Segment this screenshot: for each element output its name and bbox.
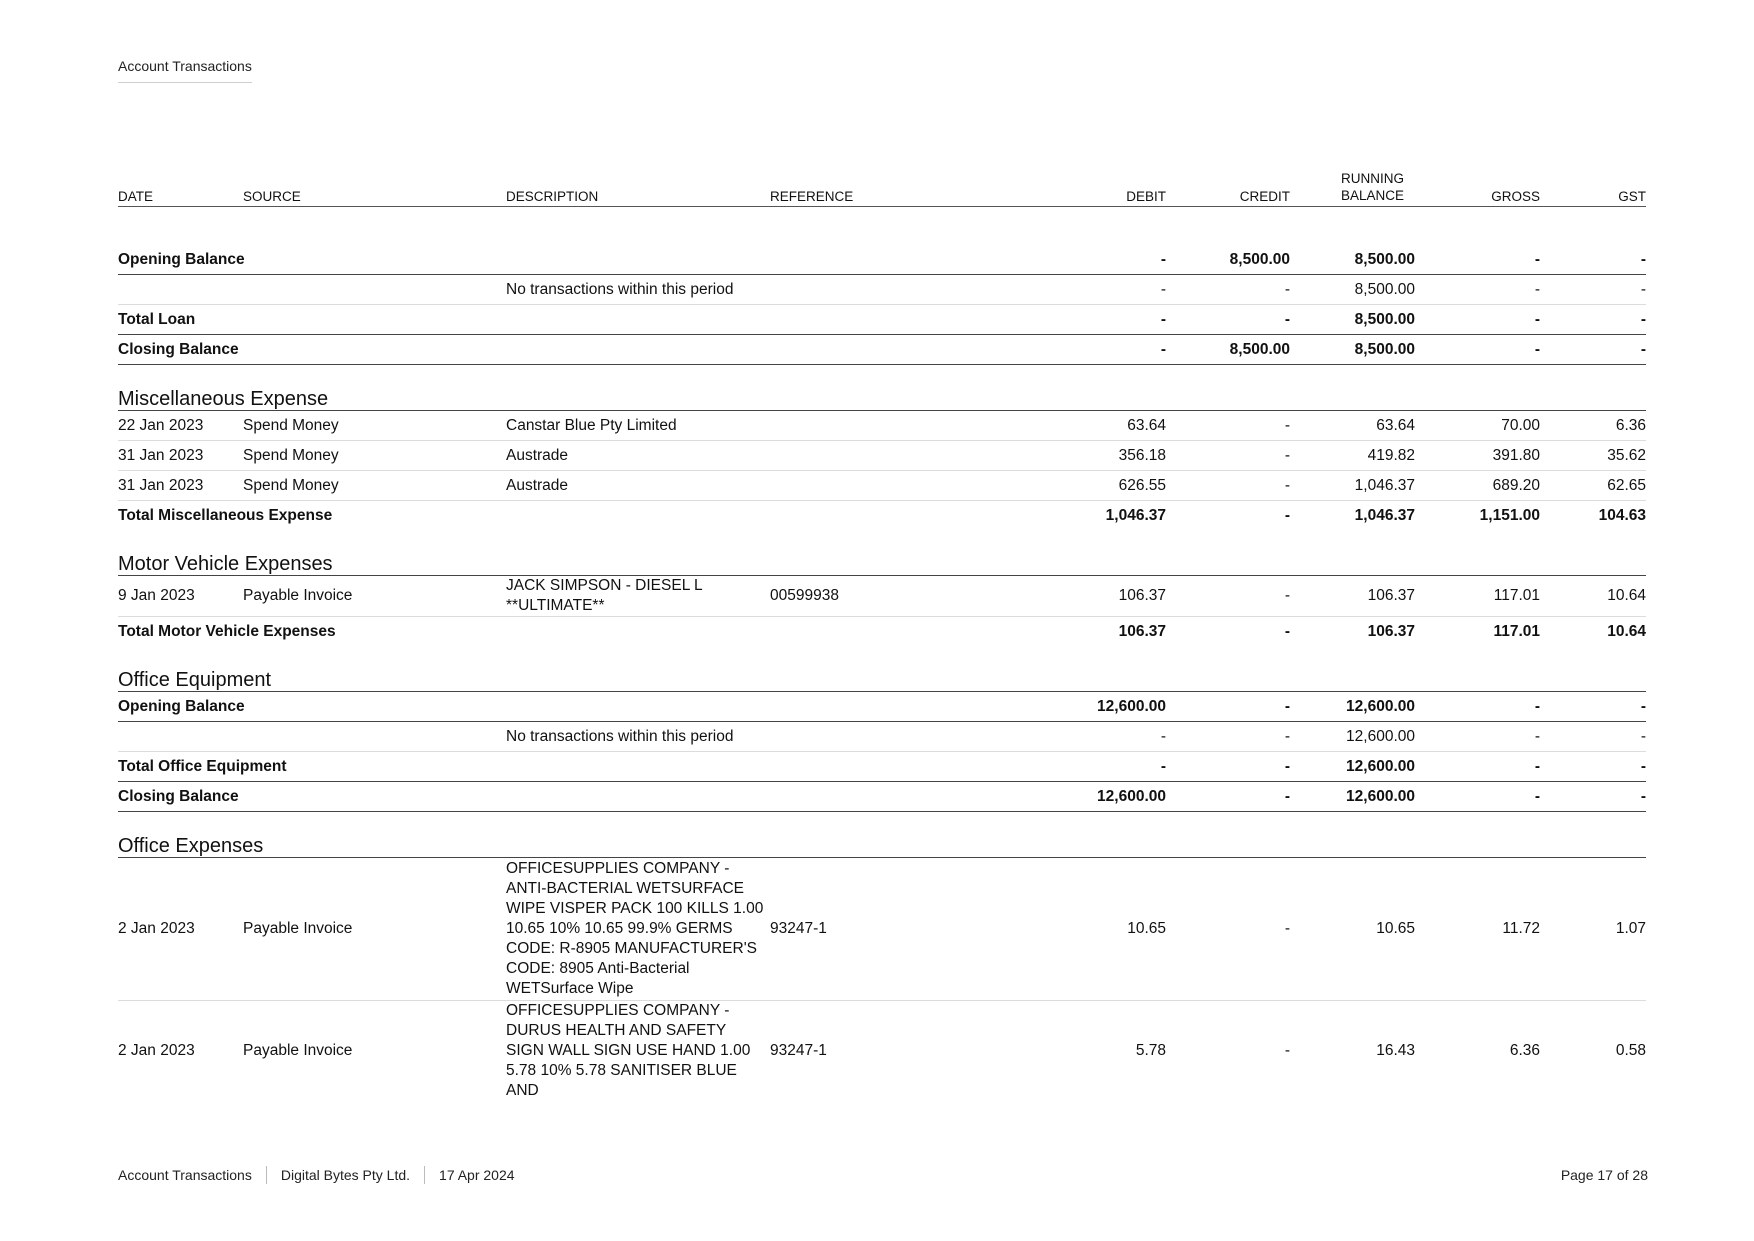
running-balance: 1,046.37 [1354, 506, 1415, 524]
source: Payable Invoice [243, 858, 506, 1001]
description [506, 1001, 770, 1102]
gross: 6.36 [1509, 1042, 1540, 1059]
running-balance: 12,600.00 [1290, 692, 1415, 722]
gross: - [1415, 782, 1540, 812]
reference [770, 441, 1041, 471]
gross: - [1415, 692, 1540, 722]
running-balance: 8,500.00 [1290, 335, 1415, 365]
gst: - [1540, 245, 1646, 275]
debit: 106.37 [1118, 622, 1166, 640]
description: Austrade [506, 471, 770, 501]
office-equipment-closing-row [118, 782, 1646, 812]
credit: - [1166, 858, 1290, 1001]
credit: - [1284, 622, 1290, 640]
gross: 689.20 [1415, 471, 1540, 501]
description [506, 576, 770, 617]
reference [770, 411, 1041, 441]
description-text: OFFICESUPPLIES COMPANY - ANTI-BACTERIAL WETSURFACE WIPE VISPER PACK 100 KILLS 1.00 10.65 10% 10.65 99.9% GERMS CODE: R-8905 MANUFACTURER'S CODE: 8905 Anti-Bacterial WETSurface Wipe [506, 860, 764, 997]
loan-closing-row [118, 335, 1646, 365]
table-row [118, 471, 1646, 501]
debit: 1,046.37 [1105, 506, 1166, 524]
row-label: Total Office Equipment [118, 752, 1041, 782]
reference [770, 471, 1041, 501]
row-label: Opening Balance [118, 245, 1041, 275]
gst: 104.63 [1598, 506, 1646, 524]
debit: 12,600.00 [1041, 692, 1166, 722]
date: 2 Jan 2023 [118, 1042, 195, 1059]
debit: - [1041, 722, 1166, 752]
gross: 391.80 [1415, 441, 1540, 471]
gross: 70.00 [1415, 411, 1540, 441]
gross: - [1415, 305, 1540, 335]
gst: - [1540, 752, 1646, 782]
office-equipment-opening-row [118, 692, 1646, 722]
gst: 62.65 [1540, 471, 1646, 501]
credit: - [1284, 506, 1290, 524]
table-row [118, 858, 1646, 1001]
credit: - [1166, 471, 1290, 501]
section-title-office-expenses [118, 812, 1646, 858]
debit: 63.64 [1041, 411, 1166, 441]
transactions-table [118, 170, 1646, 1101]
gross: - [1415, 245, 1540, 275]
row-label: Total Loan [118, 305, 1041, 335]
gst: 0.58 [1615, 1042, 1646, 1059]
table-row [118, 1001, 1646, 1102]
col-running-balance [1290, 170, 1415, 207]
misc-total-row [118, 501, 1646, 531]
credit: - [1166, 275, 1290, 305]
running-balance: 63.64 [1290, 411, 1415, 441]
gst: - [1540, 275, 1646, 305]
loan-total-row [118, 305, 1646, 335]
col-credit: CREDIT [1166, 170, 1290, 207]
gross: - [1415, 722, 1540, 752]
col-date: DATE [118, 170, 243, 207]
row-label: Opening Balance [118, 692, 1041, 722]
gst: 35.62 [1540, 441, 1646, 471]
description [506, 858, 770, 1001]
date: 22 Jan 2023 [118, 411, 243, 441]
running-balance: 16.43 [1376, 1042, 1415, 1059]
debit: - [1041, 275, 1166, 305]
col-running-line1: RUNNING [1341, 171, 1404, 186]
page-number: Page 17 of 28 [1560, 1167, 1648, 1183]
credit: - [1166, 305, 1290, 335]
debit: 5.78 [1135, 1042, 1166, 1059]
debit: - [1041, 245, 1166, 275]
running-balance: 106.37 [1367, 622, 1415, 640]
gst: 6.36 [1540, 411, 1646, 441]
section-title-office-equipment [118, 646, 1646, 692]
transactions-report [118, 170, 1646, 1101]
running-balance: 8,500.00 [1290, 275, 1415, 305]
running-balance: 12,600.00 [1290, 722, 1415, 752]
col-gst: GST [1540, 170, 1646, 207]
description-text: JACK SIMPSON - DIESEL L **ULTIMATE** [506, 577, 703, 614]
page-footer [118, 1166, 1648, 1184]
office-equipment-total-row [118, 752, 1646, 782]
column-header-row [118, 170, 1646, 207]
debit: 10.65 [1041, 858, 1166, 1001]
source: Spend Money [243, 411, 506, 441]
gst: 1.07 [1540, 858, 1646, 1001]
table-row [118, 411, 1646, 441]
gross: 11.72 [1415, 858, 1540, 1001]
source: Spend Money [243, 471, 506, 501]
description: Austrade [506, 441, 770, 471]
credit: - [1166, 576, 1290, 617]
gross: 1,151.00 [1479, 506, 1540, 524]
gst: - [1540, 692, 1646, 722]
running-balance: 8,500.00 [1290, 305, 1415, 335]
credit: - [1166, 692, 1290, 722]
section-title: Motor Vehicle Expenses [118, 530, 1646, 576]
running-balance: 8,500.00 [1290, 245, 1415, 275]
description-text: OFFICESUPPLIES COMPANY - DURUS HEALTH AND SAFETY SIGN WALL SIGN USE HAND 1.00 5.78 10% 5.78 SANITISER BLUE AND [506, 1002, 751, 1099]
gst: - [1540, 335, 1646, 365]
table-row [118, 441, 1646, 471]
loan-opening-row [118, 245, 1646, 275]
table-row [118, 576, 1646, 617]
section-title-misc [118, 365, 1646, 411]
debit: - [1041, 305, 1166, 335]
motor-total-row [118, 617, 1646, 647]
gross: 117.01 [1415, 576, 1540, 617]
description: No transactions within this period [506, 275, 1041, 305]
gst: 10.64 [1540, 576, 1646, 617]
debit: 626.55 [1041, 471, 1166, 501]
gst: - [1540, 782, 1646, 812]
date: 31 Jan 2023 [118, 441, 243, 471]
gst: - [1540, 722, 1646, 752]
debit: - [1041, 335, 1166, 365]
section-title: Office Expenses [118, 812, 1646, 858]
credit: 8,500.00 [1166, 245, 1290, 275]
section-title: Miscellaneous Expense [118, 365, 1646, 411]
row-label: Closing Balance [118, 335, 1041, 365]
reference: 93247-1 [770, 1042, 827, 1059]
running-balance: 12,600.00 [1290, 782, 1415, 812]
running-balance: 419.82 [1290, 441, 1415, 471]
col-reference: REFERENCE [770, 170, 1041, 207]
row-label: Total Miscellaneous Expense [118, 506, 333, 524]
date: 9 Jan 2023 [118, 576, 243, 617]
credit: - [1166, 782, 1290, 812]
date: 31 Jan 2023 [118, 471, 243, 501]
debit: - [1041, 752, 1166, 782]
footer-divider [424, 1166, 425, 1184]
running-balance: 12,600.00 [1290, 752, 1415, 782]
source: Spend Money [243, 441, 506, 471]
footer-divider [266, 1166, 267, 1184]
debit: 356.18 [1041, 441, 1166, 471]
section-title: Office Equipment [118, 646, 1646, 692]
gst: 10.64 [1607, 622, 1646, 640]
description: Canstar Blue Pty Limited [506, 411, 770, 441]
gross: 117.01 [1493, 622, 1540, 640]
credit: - [1166, 752, 1290, 782]
running-balance: 1,046.37 [1290, 471, 1415, 501]
date: 2 Jan 2023 [118, 858, 243, 1001]
running-balance: 10.65 [1290, 858, 1415, 1001]
debit: 12,600.00 [1041, 782, 1166, 812]
footer-report-name: Account Transactions [118, 1167, 252, 1183]
source: Payable Invoice [243, 576, 506, 617]
credit: - [1166, 722, 1290, 752]
reference: 00599938 [770, 576, 1041, 617]
gross: - [1415, 275, 1540, 305]
source: Payable Invoice [243, 1042, 353, 1059]
section-title-motor [118, 530, 1646, 576]
credit: - [1284, 1042, 1290, 1059]
footer-company: Digital Bytes Pty Ltd. [280, 1167, 411, 1183]
gross: - [1415, 335, 1540, 365]
page-header: Account Transactions [118, 58, 252, 83]
description: No transactions within this period [506, 722, 1041, 752]
credit: 8,500.00 [1166, 335, 1290, 365]
gross: - [1415, 752, 1540, 782]
office-equipment-no-transactions-row [118, 722, 1646, 752]
gst: - [1540, 305, 1646, 335]
footer-date: 17 Apr 2024 [439, 1167, 515, 1183]
col-gross: GROSS [1415, 170, 1540, 207]
reference: 93247-1 [770, 858, 1041, 1001]
credit: - [1166, 411, 1290, 441]
loan-no-transactions-row [118, 275, 1646, 305]
row-label: Total Motor Vehicle Expenses [118, 622, 336, 640]
row-label: Closing Balance [118, 782, 1041, 812]
col-description: DESCRIPTION [506, 170, 770, 207]
col-running-line2: BALANCE [1340, 188, 1405, 203]
col-source: SOURCE [243, 170, 506, 207]
running-balance: 106.37 [1290, 576, 1415, 617]
credit: - [1166, 441, 1290, 471]
debit: 106.37 [1041, 576, 1166, 617]
col-debit: DEBIT [1041, 170, 1166, 207]
